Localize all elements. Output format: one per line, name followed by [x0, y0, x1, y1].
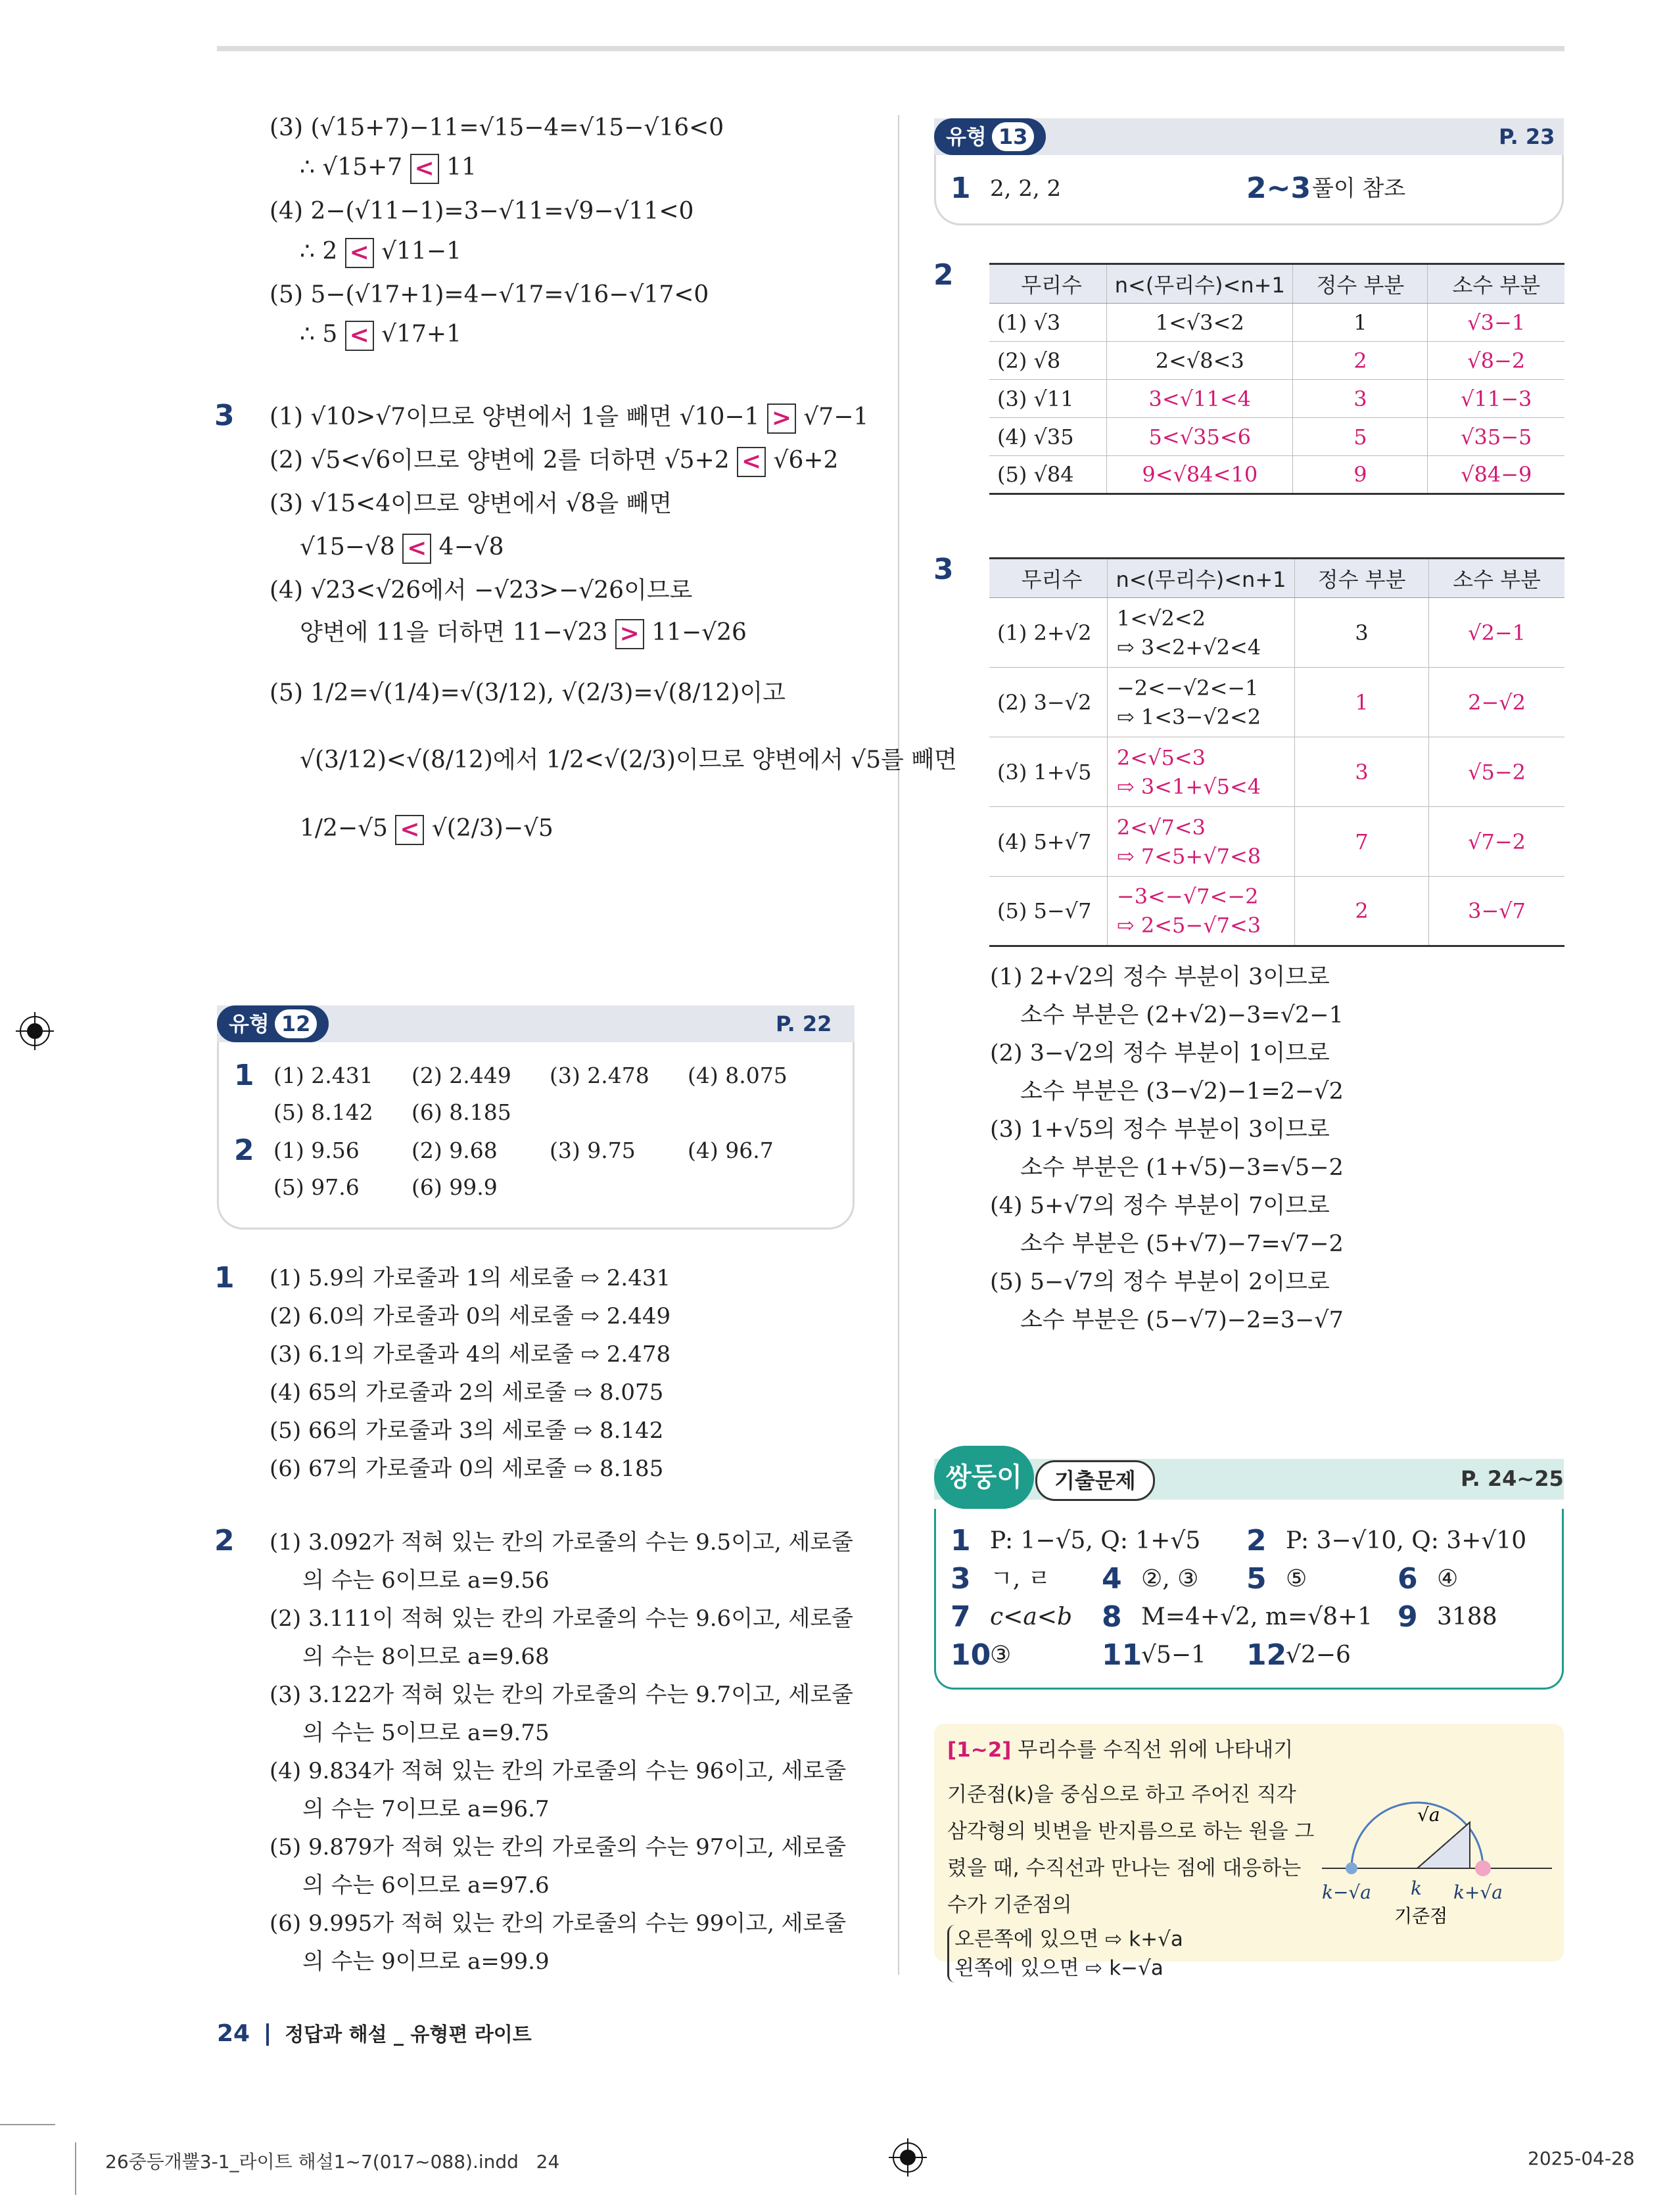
text-line: 의 수는 6이므로 a=97.6 [302, 1872, 550, 1899]
text-line: (4) 9.834가 적혀 있는 칸의 가로줄의 수는 96이고, 세로줄 [270, 1758, 847, 1784]
left-point [1346, 1862, 1357, 1874]
text-line: (3) (√15+7)−11=√15−4=√15−√16<0 [270, 114, 724, 141]
answer-item: 3188 [1437, 1603, 1497, 1630]
table-row: (2) √8 2<√8<3 2 √8−2 [989, 342, 1564, 380]
base-label: 기준점 [1394, 1905, 1448, 1927]
answer-number: 2 [234, 1134, 254, 1167]
problem-number: 1 [214, 1261, 235, 1295]
text-line: ∴ 5 < √17+1 [300, 318, 461, 351]
answer-number: 2~3 [1246, 172, 1311, 205]
inequality-box: < [345, 321, 374, 351]
text-line: (4) 65의 가로줄과 2의 세로줄 ⇨ 8.075 [270, 1379, 664, 1406]
crop-mark [75, 2142, 76, 2195]
answer-item: c<a<b [990, 1603, 1072, 1630]
answer-item: ④ [1437, 1565, 1459, 1592]
table-header: 무리수 [989, 559, 1107, 598]
table-row: (1) 2+√2 1<√2<2 ⇨ 3<2+√2<4 3 √2−1 [989, 598, 1564, 668]
answer-number: 9 [1398, 1600, 1418, 1634]
answer-item: ②, ③ [1141, 1565, 1199, 1592]
table-row: (5) 5−√7 −3<−√7<−2 ⇨ 2<5−√7<3 2 3−√7 [989, 877, 1564, 946]
tip-heading: [1~2] 무리수를 수직선 위에 나타내기 [947, 1738, 1294, 1762]
registration-mark-icon [889, 2138, 927, 2177]
answer-item: (2) 2.449 [411, 1063, 511, 1088]
answer-item: M=4+√2, m=√8+1 [1141, 1603, 1373, 1630]
answer-item: (1) 9.56 [273, 1138, 360, 1163]
table-row: (3) √11 3<√11<4 3 √11−3 [989, 380, 1564, 418]
print-date: 2025-04-28 [1528, 2148, 1635, 2169]
twin-title: 기출문제 [1035, 1460, 1155, 1501]
text-line: (3) √15<4이므로 양변에서 √8을 빼면 [270, 490, 672, 517]
answer-item: (6) 8.185 [411, 1099, 511, 1125]
answer-item: (3) 9.75 [550, 1138, 636, 1163]
text-line: (6) 67의 가로줄과 0의 세로줄 ⇨ 8.185 [270, 1456, 664, 1482]
twin-logo: 쌍둥이 [934, 1446, 1034, 1509]
problem-number: 2 [214, 1524, 235, 1557]
answer-item: (1) 2.431 [273, 1063, 373, 1088]
text-line: (4) 5+√7의 정수 부분이 7이므로 [990, 1193, 1330, 1219]
text-line: 의 수는 9이므로 a=99.9 [302, 1948, 550, 1975]
answer-item: (3) 2.478 [550, 1063, 649, 1088]
problem-number: 3 [933, 553, 954, 586]
answer-item: 풀이 참조 [1312, 175, 1406, 202]
answer-number: 10 [951, 1638, 991, 1672]
text-line: (4) √23<√26에서 −√23>−√26이므로 [270, 577, 693, 604]
integer-decimal-table-2 [989, 263, 1564, 495]
text-line: 1/2−√5 < √(2/3)−√5 [300, 812, 553, 845]
text-line: (5) 1/2=√(1/4)=√(3/12), √(2/3)=√(8/12)이고 [270, 680, 786, 706]
footer-separator [266, 2023, 269, 2046]
inequality-box: < [737, 447, 766, 477]
tip-box [934, 1724, 1564, 1980]
table-header: 정수 부분 [1293, 264, 1428, 304]
text-line: (3) 6.1의 가로줄과 4의 세로줄 ⇨ 2.478 [270, 1341, 671, 1368]
text-line: (2) 3−√2의 정수 부분이 1이므로 [990, 1040, 1330, 1067]
table-row: (4) √35 5<√35<6 5 √35−5 [989, 418, 1564, 456]
inequality-box: > [615, 619, 644, 649]
table-row: (4) 5+√7 2<√7<3 ⇨ 7<5+√7<8 7 √7−2 [989, 807, 1564, 877]
text-line: (6) 9.995가 적혀 있는 칸의 가로줄의 수는 99이고, 세로줄 [270, 1910, 847, 1937]
answer-number: 2 [1246, 1524, 1267, 1557]
text-line: (4) 2−(√11−1)=3−√11=√9−√11<0 [270, 198, 694, 225]
text-line: 소수 부분은 (3−√2)−1=2−√2 [1020, 1078, 1344, 1105]
table-row: (5) √84 9<√84<10 9 √84−9 [989, 456, 1564, 494]
inequality-box: > [767, 403, 796, 434]
text-line: ∴ √15+7 < 11 [300, 151, 477, 184]
text-line: (3) 3.122가 적혀 있는 칸의 가로줄의 수는 9.7이고, 세로줄 [270, 1682, 854, 1708]
answer-number: 7 [951, 1600, 971, 1634]
top-rule [217, 46, 1564, 51]
answer-number: 4 [1102, 1562, 1122, 1596]
table-header: 소수 부분 [1429, 559, 1564, 598]
answer-number: 8 [1102, 1600, 1122, 1634]
answer-item: (4) 96.7 [688, 1138, 774, 1163]
text-line: (1) 2+√2의 정수 부분이 3이므로 [990, 964, 1330, 990]
inequality-box: < [345, 238, 374, 268]
table-header: n<(무리수)<n+1 [1107, 559, 1294, 598]
answer-item: ⑤ [1286, 1565, 1307, 1592]
inequality-box: < [410, 154, 439, 184]
table-row: (1) √3 1<√3<2 1 √3−1 [989, 304, 1564, 342]
text-line: (3) 1+√5의 정수 부분이 3이므로 [990, 1117, 1330, 1143]
answer-number: 1 [951, 172, 971, 205]
text-line: 소수 부분은 (1+√5)−3=√5−2 [1020, 1155, 1344, 1181]
footer-title: 정답과 해설 _ 유형편 라이트 [285, 2023, 532, 2046]
text-line: (5) 66의 가로줄과 3의 세로줄 ⇨ 8.142 [270, 1417, 664, 1444]
page-reference: P. 22 [776, 1011, 832, 1036]
page-number: 24 [217, 2020, 250, 2047]
column-divider [898, 115, 899, 1975]
table-header: 정수 부분 [1295, 559, 1429, 598]
inequality-box: < [402, 534, 431, 564]
page-reference: P. 23 [1499, 124, 1555, 149]
answer-number: 12 [1246, 1638, 1287, 1672]
answer-item: P: 3−√10, Q: 3+√10 [1286, 1527, 1527, 1554]
tip-cases: 오른쪽에 있으면 ⇨ k+√a 왼쪽에 있으면 ⇨ k−√a [947, 1925, 1183, 1983]
answer-item: √2−6 [1286, 1642, 1351, 1669]
answer-item: √5−1 [1141, 1642, 1206, 1669]
text-line: (1) 3.092가 적혀 있는 칸의 가로줄의 수는 9.5이고, 세로줄 [270, 1529, 854, 1555]
text-line: 양변에 11을 더하면 11−√23 > 11−√26 [300, 616, 747, 649]
answer-number: 1 [234, 1059, 254, 1092]
answer-item: 2, 2, 2 [990, 175, 1062, 202]
answer-number: 3 [951, 1562, 971, 1596]
table-header: 소수 부분 [1428, 264, 1564, 304]
table-row: (3) 1+√5 2<√5<3 ⇨ 3<1+√5<4 3 √5−2 [989, 737, 1564, 807]
text-line: (2) 6.0의 가로줄과 0의 세로줄 ⇨ 2.449 [270, 1303, 671, 1329]
answer-item: ③ [990, 1642, 1012, 1669]
text-line: 소수 부분은 (5−√7)−2=3−√7 [1020, 1307, 1344, 1333]
right-label: k+√a [1453, 1881, 1503, 1903]
text-line: (1) 5.9의 가로줄과 1의 세로줄 ⇨ 2.431 [270, 1265, 671, 1291]
text-line: 소수 부분은 (2+√2)−3=√2−1 [1020, 1002, 1344, 1028]
problem-number: 2 [933, 258, 954, 292]
integer-decimal-table-3 [989, 557, 1564, 947]
text-line: 의 수는 6이므로 a=9.56 [302, 1567, 550, 1594]
text-line: 소수 부분은 (5+√7)−7=√7−2 [1020, 1231, 1344, 1257]
right-point [1475, 1860, 1491, 1876]
text-line: (5) 5−(√17+1)=4−√17=√16−√17<0 [270, 281, 709, 308]
answer-number: 11 [1102, 1638, 1142, 1672]
text-line: ∴ 2 < √11−1 [300, 235, 461, 268]
type-badge: 유형 12 [217, 1005, 329, 1042]
answer-item: (6) 99.9 [411, 1174, 498, 1200]
number-line-figure [1322, 1770, 1559, 1934]
inequality-box: < [395, 815, 424, 845]
text-line: (5) 9.879가 적혀 있는 칸의 가로줄의 수는 97이고, 세로줄 [270, 1834, 847, 1860]
type-badge: 유형 13 [934, 118, 1046, 155]
text-line: √(3/12)<√(8/12)에서 1/2<√(2/3)이므로 양변에서 √5를 빼면 [300, 747, 957, 773]
answer-item: ㄱ, ㄹ [990, 1565, 1051, 1592]
text-line: 의 수는 5이므로 a=9.75 [302, 1720, 550, 1746]
tip-body: 기준점(k)을 중심으로 하고 주어진 직각 삼각형의 빗변을 반지름으로 하는 원을 그 렸을 때, 수직선과 만나는 점에 대응하는 수가 기준점의 [947, 1783, 1315, 1917]
text-line: 의 수는 8이므로 a=9.68 [302, 1644, 550, 1670]
crop-mark [0, 2124, 55, 2125]
answer-item: P: 1−√5, Q: 1+√5 [990, 1527, 1201, 1554]
k-label: k [1411, 1878, 1422, 1899]
text-line: (1) √10>√7이므로 양변에서 1을 빼면 √10−1 > √7−1 [270, 401, 868, 434]
answer-number: 6 [1398, 1562, 1418, 1596]
answer-number: 1 [951, 1524, 971, 1557]
page-reference: P. 24~25 [1461, 1466, 1564, 1491]
table-header: 무리수 [989, 264, 1107, 304]
text-line: √15−√8 < 4−√8 [300, 531, 504, 564]
problem-number: 3 [214, 399, 235, 432]
text-line: (5) 5−√7의 정수 부분이 2이므로 [990, 1269, 1330, 1295]
text-line: (2) 3.111이 적혀 있는 칸의 가로줄의 수는 9.6이고, 세로줄 [270, 1605, 854, 1632]
left-label: k−√a [1322, 1881, 1371, 1903]
hypotenuse-label: √a [1417, 1804, 1440, 1826]
answer-item: (4) 8.075 [688, 1063, 787, 1088]
answer-item: (2) 9.68 [411, 1138, 498, 1163]
text-line: (2) √5<√6이므로 양변에 2를 더하면 √5+2 < √6+2 [270, 444, 838, 477]
answer-item: (5) 97.6 [273, 1174, 360, 1200]
page-footer [217, 2017, 532, 2052]
registration-mark-icon [16, 1012, 54, 1050]
file-info: 26중등개뿔3-1_라이트 해설1~7(017~088).indd 24 [105, 2151, 560, 2173]
text-line: 의 수는 7이므로 a=96.7 [302, 1796, 550, 1822]
table-row: (2) 3−√2 −2<−√2<−1 ⇨ 1<3−√2<2 1 2−√2 [989, 668, 1564, 737]
table-header: n<(무리수)<n+1 [1107, 264, 1293, 304]
answer-item: (5) 8.142 [273, 1099, 373, 1125]
answer-number: 5 [1246, 1562, 1267, 1596]
